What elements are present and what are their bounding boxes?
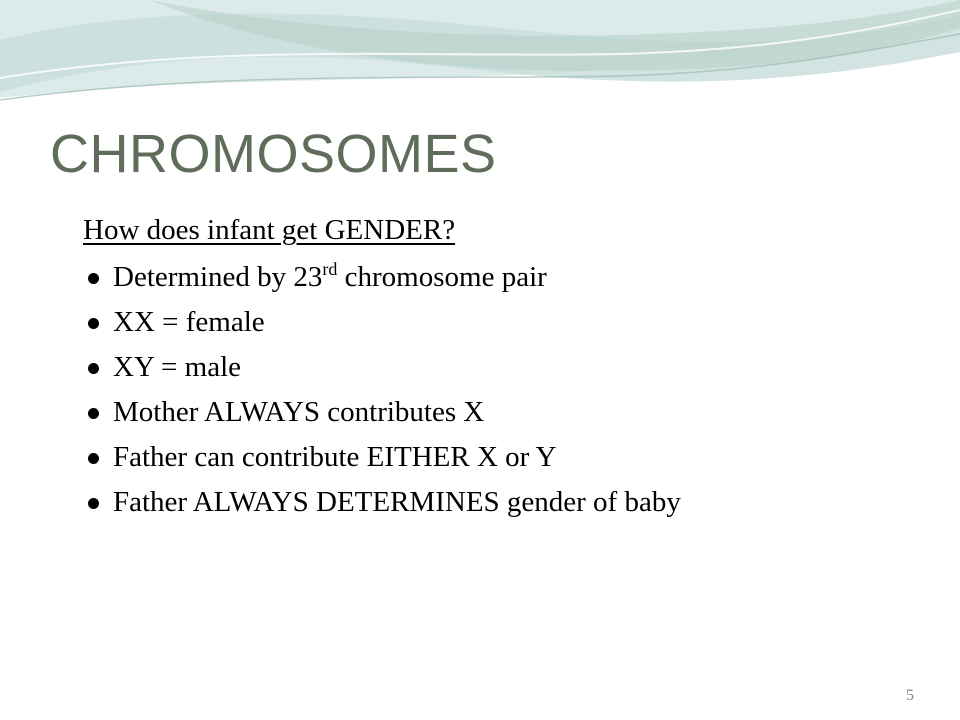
bullet-item-xy-male bbox=[87, 345, 681, 390]
bullet-text: Mother ALWAYS contributes X bbox=[113, 396, 485, 428]
bullet-text: XX = female bbox=[113, 306, 265, 338]
bullet-item-mother-contributes-x bbox=[87, 390, 681, 435]
bullet-text: XY = male bbox=[113, 351, 242, 383]
subheading: How does infant get GENDER? bbox=[83, 214, 456, 246]
bullet-item-23rd-pair bbox=[87, 255, 681, 300]
bullet-item-xx-female bbox=[87, 300, 681, 345]
slide-title: CHROMOSOMES bbox=[50, 124, 497, 184]
header-wave-decoration bbox=[0, 0, 960, 120]
bullet-text-23: Determined by 23 bbox=[113, 261, 323, 293]
bullet-list bbox=[87, 255, 681, 525]
bullet-text: Father ALWAYS DETERMINES gender of baby bbox=[113, 486, 681, 518]
page-number: 5 bbox=[906, 687, 914, 704]
bullet-text-chromosome-pair: chromosome pair bbox=[337, 261, 547, 293]
bullet-text: Father can contribute EITHER X or Y bbox=[113, 441, 557, 473]
ordinal-suffix: rd bbox=[322, 259, 338, 279]
bullet-item-father-determines-gender bbox=[87, 480, 681, 525]
bullet-item-father-contributes bbox=[87, 435, 681, 480]
